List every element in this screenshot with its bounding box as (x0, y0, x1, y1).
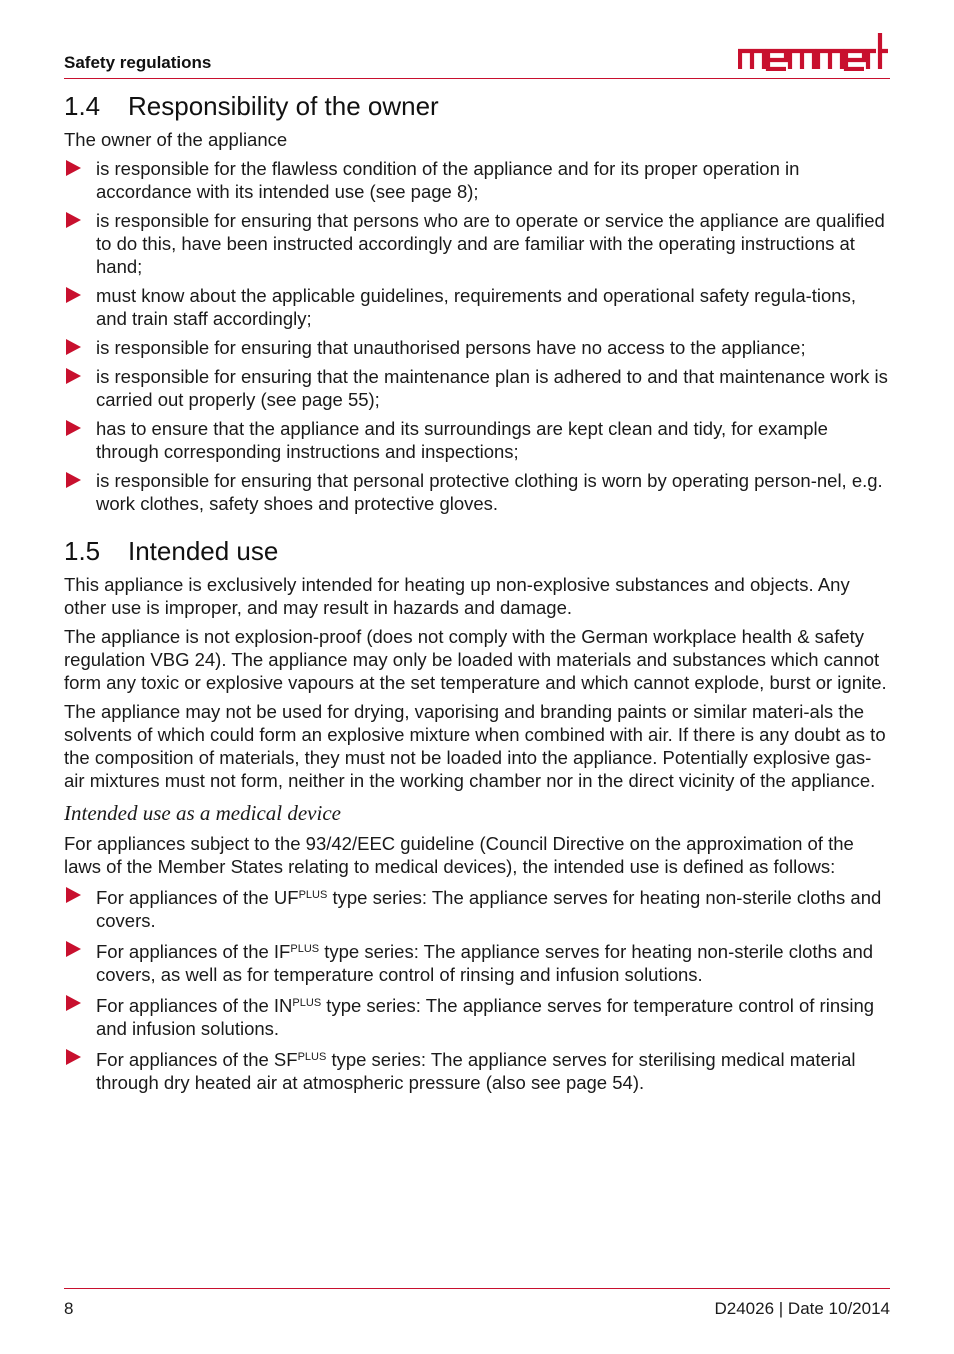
arrow-bullet-icon (66, 287, 81, 303)
section-label: Safety regulations (64, 53, 212, 72)
page-footer (64, 1288, 890, 1329)
medical-device-list (64, 884, 890, 1094)
list-item: has to ensure that the appliance and its surroundings are kept clean and tidy, for example through corresponding instructions and inspections; (64, 417, 890, 463)
owner-intro: The owner of the appliance (64, 129, 288, 150)
list-item: is responsible for ensuring that unauthorised persons have no access to the appliance; (64, 336, 890, 359)
arrow-bullet-icon (66, 368, 81, 384)
intended-use-paragraph: The appliance may not be used for drying, vaporising and branding paints or similar materi-als the solvents of which could form an explosive mixture when combined with air. If there is any doubt as to the composition of materials, they must not be loaded into the appliance. Potentially explosive gas-air mixtures must not form, neither in the working chamber nor in the direct vicinity of the appliance. (64, 701, 886, 791)
arrow-bullet-icon (66, 941, 81, 957)
list-item: must know about the applicable guidelines, requirements and operational safety regula-tions, and train staff accordingly; (64, 284, 890, 330)
list-item: For appliances of the $IN^{PLUS}$ type series: The appliance serves for temperature control of rinsing and infusion solutions. (64, 992, 890, 1040)
medical-device-subheading: Intended use as a medical device (64, 801, 341, 825)
arrow-bullet-icon (66, 887, 81, 903)
document-reference: D24026 | Date 10/2014 (714, 1299, 890, 1318)
medical-device-intro: For appliances subject to the 93/42/EEC guideline (Council Directive on the approximation of the laws of the Member States relating to medical devices), the intended use is defined as follows: (64, 833, 854, 877)
list-item: is responsible for the flawless condition of the appliance and for its proper operation in accordance with its intended use (see page 8); (64, 157, 890, 203)
list-item: is responsible for ensuring that persons who are to operate or service the appliance are qualified to do this, have been instructed accordingly and are familiar with the operating instructions at hand; (64, 209, 890, 278)
owner-responsibilities-list (64, 157, 890, 515)
list-item: is responsible for ensuring that personal protective clothing is worn by operating person-nel, e.g. work clothes, safety shoes and protective gloves. (64, 469, 890, 515)
section-heading-1-5: 1.5 Intended use (64, 536, 279, 566)
arrow-bullet-icon (66, 420, 81, 436)
arrow-bullet-icon (66, 1049, 81, 1065)
arrow-bullet-icon (66, 339, 81, 355)
arrow-bullet-icon (66, 472, 81, 488)
page-number: 8 (64, 1299, 74, 1318)
intended-use-paragraph: The appliance is not explosion-proof (does not comply with the German workplace health & safety regulation VBG 24). The appliance may only be loaded with materials and substances which cannot form any toxic or explosive vapours at the set temperature and which cannot explode, burst or ignite. (64, 626, 887, 693)
intended-use-paragraph: This appliance is exclusively intended for heating up non-explosive substances and objects. Any other use is improper, and may result in hazards and damage. (64, 574, 850, 618)
list-item: For appliances of the $IF^{PLUS}$ type series: The appliance serves for heating non-sterile cloths and covers, as well as for temperature control of rinsing and infusion solutions. (64, 938, 890, 986)
page-header (64, 30, 890, 79)
arrow-bullet-icon (66, 212, 81, 228)
arrow-bullet-icon (66, 160, 81, 176)
memmert-logo (738, 31, 890, 71)
list-item: For appliances of the $UF^{PLUS}$ type series: The appliance serves for heating non-sterile cloths and covers. (64, 884, 890, 932)
list-item: For appliances of the $SF^{PLUS}$ type series: The appliance serves for sterilising medical material through dry heated air at atmospheric pressure (also see page 54). (64, 1046, 890, 1094)
list-item: is responsible for ensuring that the maintenance plan is adhered to and that maintenance work is carried out properly (see page 55); (64, 365, 890, 411)
arrow-bullet-icon (66, 995, 81, 1011)
section-heading-1-4: 1.4 Responsibility of the owner (64, 91, 439, 121)
page-content (64, 90, 890, 1100)
